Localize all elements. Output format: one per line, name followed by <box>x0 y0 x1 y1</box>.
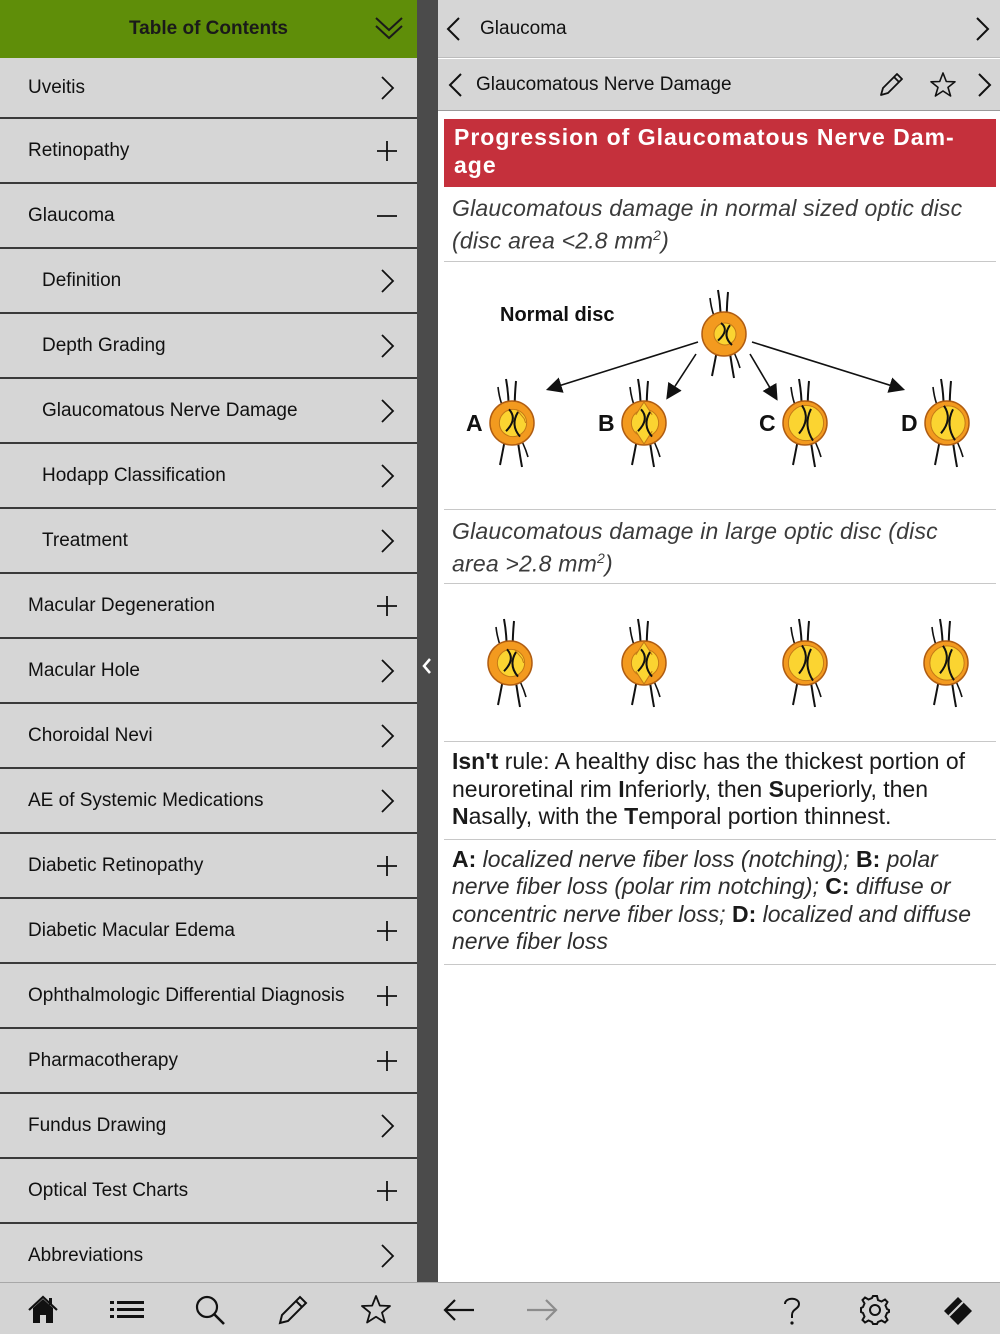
eraser-icon[interactable] <box>941 1293 975 1327</box>
sidebar-item[interactable] <box>0 1159 417 1224</box>
large-disc-b <box>622 619 666 707</box>
chevron-left-icon[interactable] <box>442 70 472 100</box>
sidebar-item-label: Ophthalmologic Differential Diagnosis <box>28 984 345 1006</box>
page-nav-bar <box>438 59 1000 111</box>
chevron-right-icon[interactable] <box>966 14 996 44</box>
disc-label-d: D <box>901 409 918 436</box>
page-title: Glaucomatous Nerve Damage <box>476 73 732 95</box>
large-disc-diagram <box>444 584 996 742</box>
legend-text: localized nerve fiber loss (notching); <box>476 845 850 872</box>
help-icon[interactable] <box>775 1293 809 1327</box>
sidebar-item-label: Glaucoma <box>28 204 115 226</box>
table-of-contents-sidebar <box>0 0 417 1282</box>
plus-icon[interactable] <box>373 1177 401 1205</box>
sidebar-item-label: Fundus Drawing <box>28 1114 167 1136</box>
chevron-right-icon[interactable] <box>373 267 401 295</box>
normal-disc <box>702 290 746 378</box>
sidebar-item[interactable] <box>0 964 417 1029</box>
caption-superscript: 2 <box>596 549 605 566</box>
rule-key: I <box>618 775 625 802</box>
sidebar-item[interactable] <box>0 58 417 119</box>
star-icon[interactable] <box>928 70 958 100</box>
progression-arrow <box>549 342 698 389</box>
rule-text: rule: A healthy disc has the thickest portion of neuroretinal rim <box>452 748 966 802</box>
normal-disc-label: Normal disc <box>500 303 615 326</box>
plus-icon[interactable] <box>373 592 401 620</box>
sidebar-item-label: AE of Systemic Medications <box>28 789 264 811</box>
large-disc-a <box>488 619 532 707</box>
caption-normal-disc <box>444 187 996 262</box>
sidebar-item[interactable] <box>0 509 417 574</box>
sidebar-item[interactable] <box>0 184 417 249</box>
collapse-all-icon[interactable] <box>373 12 405 44</box>
chevron-right-icon[interactable] <box>373 787 401 815</box>
sidebar-item[interactable] <box>0 899 417 964</box>
legend-key: C: <box>825 873 850 900</box>
sidebar-item-label: Diabetic Retinopathy <box>28 854 204 876</box>
damaged-disc-a <box>490 379 534 467</box>
gear-icon[interactable] <box>858 1293 892 1327</box>
figure-normal-disc-progression <box>444 262 996 510</box>
plus-icon[interactable] <box>373 982 401 1010</box>
bottom-toolbar <box>0 1282 1000 1334</box>
disc-label-a: A <box>466 409 483 436</box>
plus-icon[interactable] <box>373 1047 401 1075</box>
progression-arrow <box>752 342 902 389</box>
sidebar-item[interactable] <box>0 639 417 704</box>
plus-icon[interactable] <box>373 137 401 165</box>
sidebar-item[interactable] <box>0 119 417 184</box>
sidebar-item[interactable] <box>0 834 417 899</box>
caption-text-end: ) <box>604 550 613 577</box>
sidebar-item-label: Pharmacotherapy <box>28 1049 178 1071</box>
sidebar-item[interactable] <box>0 1224 417 1282</box>
chevron-left-icon[interactable] <box>440 14 470 44</box>
plus-icon[interactable] <box>373 917 401 945</box>
rule-key: N <box>452 803 469 830</box>
progression-arrow <box>668 354 696 397</box>
sidebar-item[interactable] <box>0 249 417 314</box>
progression-arrow <box>750 354 776 398</box>
sidebar-item-label: Abbreviations <box>28 1244 144 1266</box>
sidebar-item[interactable] <box>0 314 417 379</box>
article-title: Progression of Glaucomatous Nerve Damage <box>444 119 996 187</box>
article <box>444 119 996 965</box>
home-icon[interactable] <box>26 1293 60 1327</box>
list-icon[interactable] <box>110 1293 144 1327</box>
legend-key: A: <box>452 845 477 872</box>
legend-text: localized and diffuse nerve fiber loss <box>452 900 972 955</box>
rule-text: nferiorly, then <box>624 775 769 802</box>
sidebar-item[interactable] <box>0 379 417 444</box>
chevron-right-icon[interactable] <box>373 527 401 555</box>
rule-key: T <box>624 803 639 830</box>
legend-text: polar nerve fiber loss (polar rim notching); <box>452 845 938 900</box>
star-icon[interactable] <box>359 1293 393 1327</box>
rule-key: Isn't <box>452 748 499 775</box>
back-arrow-icon[interactable] <box>442 1293 476 1327</box>
minus-icon[interactable] <box>373 202 401 230</box>
content-pane <box>438 0 1000 1282</box>
chevron-right-icon[interactable] <box>373 1242 401 1270</box>
forward-arrow-icon[interactable] <box>525 1293 559 1327</box>
pane-divider[interactable] <box>417 0 438 1282</box>
caption-text-end: ) <box>661 227 669 254</box>
toc-header <box>0 0 417 58</box>
caption-superscript: 2 <box>653 227 662 243</box>
large-disc-c <box>783 619 827 707</box>
sidebar-item-label: Definition <box>42 269 122 291</box>
parent-nav-bar <box>438 0 1000 58</box>
large-disc-d <box>924 619 968 707</box>
isnt-rule-note <box>444 742 996 840</box>
collapse-sidebar-icon[interactable] <box>419 653 435 679</box>
damaged-disc-b <box>622 379 666 467</box>
sidebar-item-label: Choroidal Nevi <box>28 724 153 746</box>
figure-legend <box>444 840 996 965</box>
chevron-right-icon[interactable] <box>373 397 401 425</box>
pencil-icon[interactable] <box>276 1293 310 1327</box>
plus-icon[interactable] <box>373 852 401 880</box>
chevron-right-icon[interactable] <box>968 70 998 100</box>
sidebar-item-label: Optical Test Charts <box>28 1179 189 1201</box>
damaged-disc-c <box>783 379 827 467</box>
damaged-disc-d <box>925 379 969 467</box>
chevron-right-icon[interactable] <box>373 74 401 102</box>
legend-key: B: <box>855 845 881 872</box>
chevron-right-icon[interactable] <box>373 462 401 490</box>
disc-label-b: B <box>598 409 615 436</box>
rule-text: uperiorly, then <box>783 775 928 802</box>
sidebar-item-label: Glaucomatous Nerve Damage <box>42 399 298 421</box>
chevron-right-icon[interactable] <box>373 1112 401 1140</box>
pencil-icon[interactable] <box>876 70 906 100</box>
sidebar-item[interactable] <box>0 444 417 509</box>
sidebar-item[interactable] <box>0 574 417 639</box>
sidebar-item-label: Depth Grading <box>42 334 166 356</box>
caption-text: Glaucomatous damage in normal sized optic disc (disc area <2.8 mm <box>452 195 963 254</box>
legend-key: D: <box>731 900 757 927</box>
chevron-right-icon[interactable] <box>373 332 401 360</box>
sidebar-item-label: Diabetic Macular Edema <box>28 919 235 941</box>
parent-title[interactable]: Glaucoma <box>480 17 567 39</box>
sidebar-item[interactable] <box>0 1029 417 1094</box>
sidebar-item-label: Macular Degeneration <box>28 594 215 616</box>
rule-text: emporal portion thinnest. <box>638 803 892 830</box>
sidebar-item-label: Retinopathy <box>28 139 130 161</box>
sidebar-item-label: Treatment <box>42 529 128 551</box>
rule-text: asally, with the <box>468 803 625 830</box>
sidebar-item[interactable] <box>0 704 417 769</box>
disc-progression-diagram <box>444 262 996 510</box>
toc-title: Table of Contents <box>128 18 289 39</box>
search-icon[interactable] <box>193 1293 227 1327</box>
rule-key: S <box>768 775 784 802</box>
disc-label-c: C <box>759 409 776 436</box>
chevron-right-icon[interactable] <box>373 657 401 685</box>
chevron-right-icon[interactable] <box>373 722 401 750</box>
toc-list <box>0 58 417 1282</box>
sidebar-item-label: Uveitis <box>28 76 86 98</box>
caption-large-disc <box>444 510 996 585</box>
sidebar-item[interactable] <box>0 1094 417 1159</box>
legend-text: diffuse or concentric nerve fiber loss; <box>452 873 951 927</box>
sidebar-item[interactable] <box>0 769 417 834</box>
caption-text: Glaucomatous damage in large optic disc (disc area >2.8 mm <box>452 517 938 577</box>
sidebar-item-label: Hodapp Classification <box>42 464 226 486</box>
figure-large-disc <box>444 584 996 742</box>
sidebar-item-label: Macular Hole <box>28 659 140 681</box>
